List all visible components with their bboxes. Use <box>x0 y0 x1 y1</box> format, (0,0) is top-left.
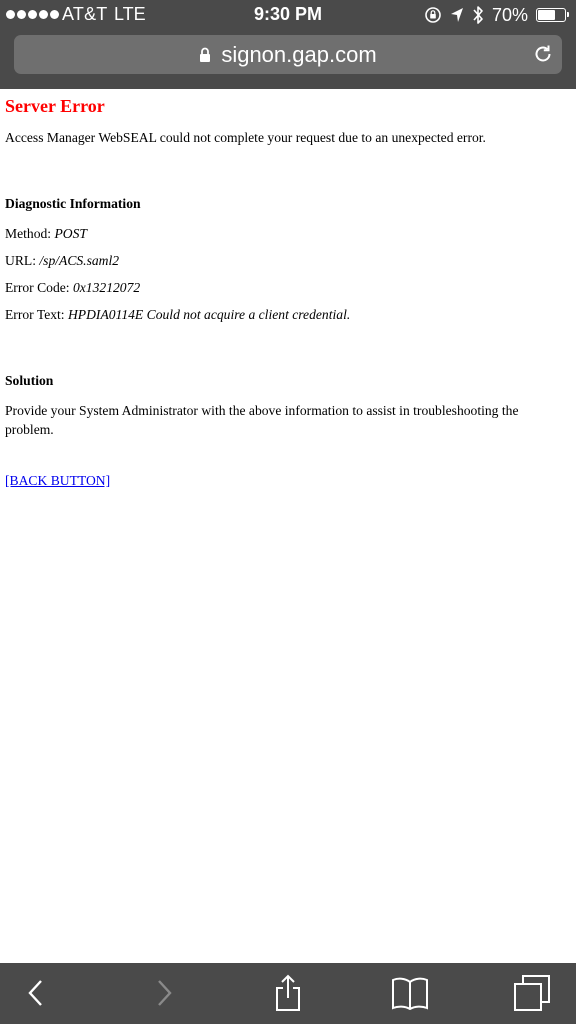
tabs-button[interactable] <box>510 973 554 1013</box>
diagnostic-label: Error Text: <box>5 307 65 322</box>
location-arrow-icon <box>450 7 464 23</box>
bookmarks-icon <box>391 976 429 1010</box>
battery-percent: 70% <box>491 4 528 25</box>
diagnostic-value: 0x13212072 <box>72 280 141 295</box>
diagnostic-label: Error Code: <box>5 280 70 295</box>
diagnostic-error-code <box>5 278 140 297</box>
back-button[interactable] <box>14 973 58 1013</box>
browser-top-chrome <box>0 0 576 89</box>
diagnostic-value: /sp/ACS.saml2 <box>39 253 120 268</box>
battery-level-fill <box>538 10 555 20</box>
battery-icon <box>536 8 566 22</box>
diagnostic-method <box>5 224 87 243</box>
lock-icon <box>199 47 211 63</box>
back-link[interactable]: [BACK BUTTON] <box>5 473 111 488</box>
diagnostic-label: Method: <box>5 226 52 241</box>
share-icon <box>273 974 303 1012</box>
forward-button[interactable] <box>142 973 186 1013</box>
status-icons <box>424 4 566 26</box>
status-bar <box>0 0 576 30</box>
reload-icon[interactable] <box>532 43 554 65</box>
network-type: LTE <box>114 4 146 24</box>
diagnostic-value: POST <box>54 226 87 241</box>
browser-toolbar <box>0 963 576 1024</box>
back-icon <box>26 978 46 1008</box>
share-button[interactable] <box>266 973 310 1013</box>
diagnostic-heading: Diagnostic Information <box>5 196 141 211</box>
address-bar[interactable] <box>14 35 562 74</box>
page-title: Server Error <box>5 96 105 116</box>
diagnostic-label: URL: <box>5 253 36 268</box>
diagnostic-value: HPDIA0114E Could not acquire a client credential. <box>67 307 351 322</box>
bookmarks-button[interactable] <box>388 973 432 1013</box>
url-text[interactable]: signon.gap.com <box>221 41 377 67</box>
url-display[interactable] <box>14 35 562 74</box>
diagnostic-error-text <box>5 305 350 324</box>
bluetooth-icon <box>472 5 484 25</box>
solution-heading: Solution <box>5 373 54 388</box>
forward-icon <box>154 978 174 1008</box>
page-content <box>5 95 565 488</box>
orientation-lock-icon <box>424 6 442 24</box>
carrier-name: AT&T <box>62 4 108 24</box>
diagnostic-url <box>5 251 119 270</box>
tabs-icon <box>513 974 551 1012</box>
error-description: Access Manager WebSEAL could not complete your request due to an unexpected error. <box>5 130 486 145</box>
status-time: 9:30 PM <box>253 4 323 24</box>
solution-text: Provide your System Administrator with the above information to assist in troubleshooting the problem. <box>5 403 519 437</box>
